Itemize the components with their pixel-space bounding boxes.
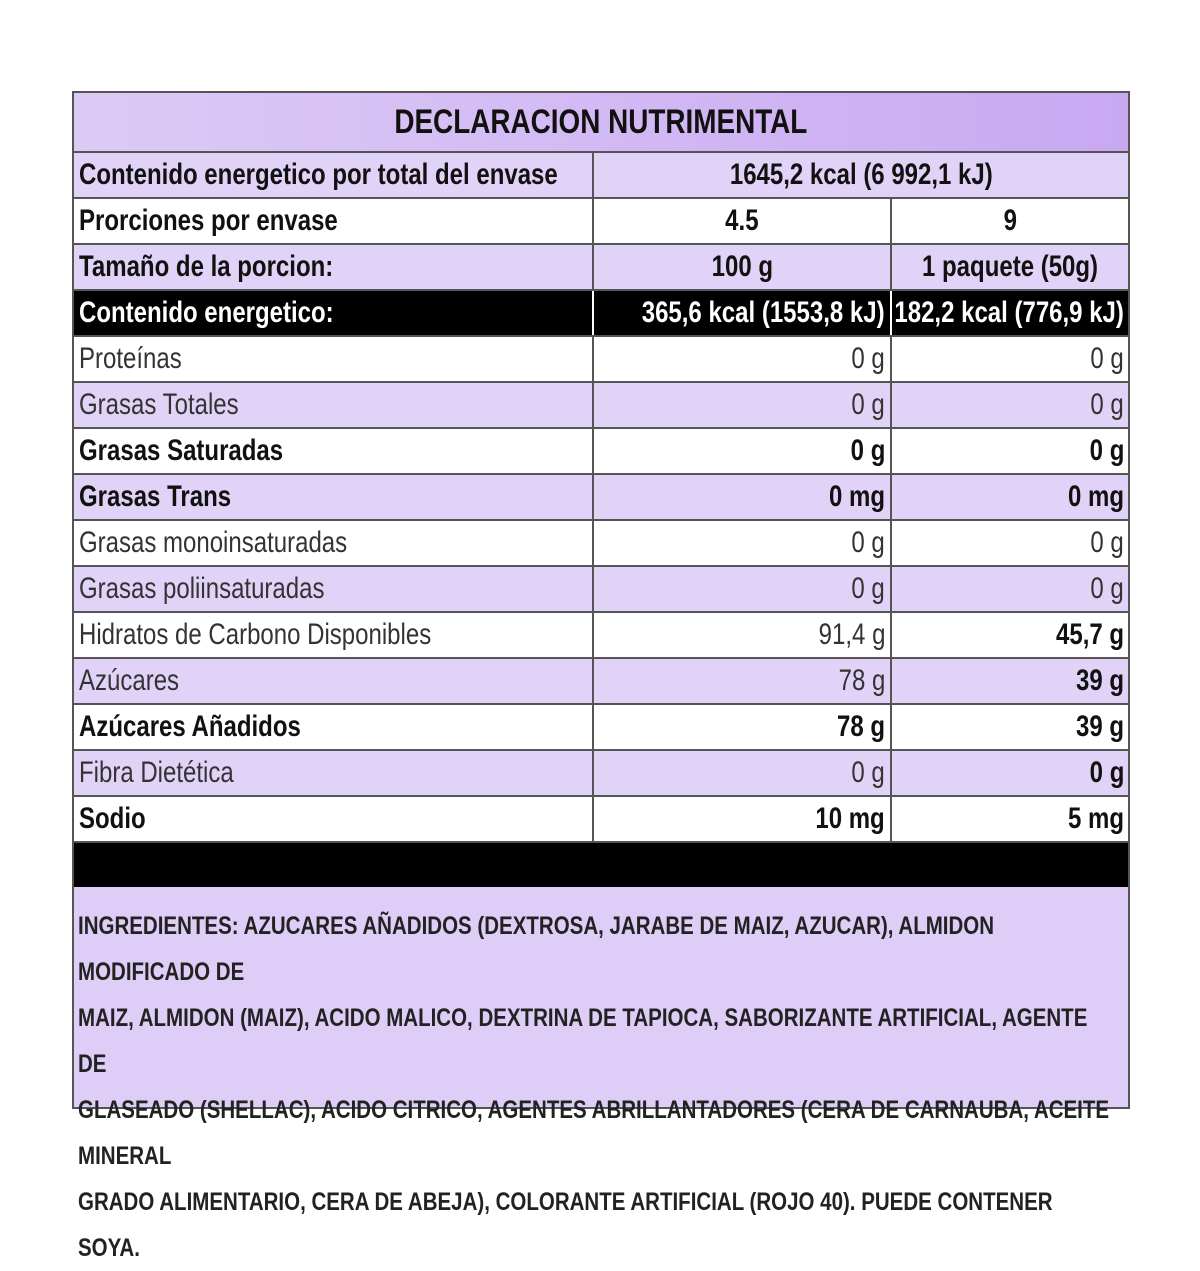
nutrient-row-sodio bbox=[74, 797, 1128, 843]
ingredients-line: MAIZ, ALMIDON (MAIZ), ACIDO MALICO, DEXTRINA DE TAPIOCA, SABORIZANTE ARTIFICIAL, AGENTE DE bbox=[78, 1004, 1088, 1078]
nutrient-row-grasas-trans bbox=[74, 475, 1128, 521]
energy-col1: 365,6 kcal (1553,8 kJ) bbox=[594, 291, 892, 335]
energy-total-value: 1645,2 kcal (6 992,1 kJ) bbox=[729, 158, 993, 191]
portions-col1: 4.5 bbox=[594, 199, 892, 243]
nutrient-row-proteinas bbox=[74, 337, 1128, 383]
nutrient-value-portion: 0 g bbox=[1090, 342, 1124, 375]
nutrient-row-fibra bbox=[74, 751, 1128, 797]
nutrient-label: Fibra Dietética bbox=[74, 751, 594, 795]
nutrient-row-azucares-anadidos bbox=[74, 705, 1128, 751]
nutrient-value-portion: 0 mg bbox=[1067, 480, 1124, 513]
nutrient-value-portion: 0 g bbox=[1090, 572, 1124, 605]
energy-row bbox=[74, 291, 1128, 337]
nutrient-value-portion: 0 g bbox=[1090, 388, 1124, 421]
nutrient-label: Grasas Saturadas bbox=[74, 429, 594, 473]
nutrient-value-portion: 0 g bbox=[1089, 756, 1124, 789]
nutrient-value-100g: 91,4 g bbox=[594, 613, 892, 657]
nutrient-value-100g: 10 mg bbox=[594, 797, 892, 841]
nutrient-value-100g: 0 g bbox=[594, 567, 892, 611]
nutrient-row-grasas-saturadas bbox=[74, 429, 1128, 475]
nutrient-row-grasas-poliinsaturadas bbox=[74, 567, 1128, 613]
nutrient-label: Azúcares bbox=[74, 659, 594, 703]
nutrient-value-100g: 0 g bbox=[594, 751, 892, 795]
energy-col2: 182,2 kcal (776,9 kJ) bbox=[894, 296, 1124, 329]
nutrient-value-portion: 0 g bbox=[1089, 434, 1124, 467]
serving-size-label: Tamaño de la porcion: bbox=[74, 245, 594, 289]
nutrient-value-portion: 5 mg bbox=[1067, 802, 1124, 835]
label-title: DECLARACION NUTRIMENTAL bbox=[394, 102, 808, 141]
serving-size-row bbox=[74, 245, 1128, 291]
nutrient-value-100g: 0 g bbox=[594, 429, 892, 473]
black-divider-bar bbox=[74, 843, 1128, 887]
ingredients-line: GLASEADO (SHELLAC), ACIDO CITRICO, AGENTES ABRILLANTADORES (CERA DE CARNAUBA, ACEITE MINERAL bbox=[78, 1096, 1110, 1170]
portions-label: Prorciones por envase bbox=[74, 199, 594, 243]
portions-col2: 9 bbox=[1003, 204, 1017, 237]
ingredients-block bbox=[74, 887, 1128, 1262]
nutrient-value-portion: 0 g bbox=[1090, 526, 1124, 559]
energy-total-row bbox=[74, 153, 1128, 199]
nutrient-label: Grasas poliinsaturadas bbox=[74, 567, 594, 611]
nutrient-label: Grasas Trans bbox=[74, 475, 594, 519]
nutrient-label: Hidratos de Carbono Disponibles bbox=[74, 613, 594, 657]
nutrient-row-grasas-monoinsaturadas bbox=[74, 521, 1128, 567]
nutrient-value-100g: 0 mg bbox=[594, 475, 892, 519]
serving-size-col1: 100 g bbox=[594, 245, 892, 289]
nutrition-label bbox=[72, 91, 1130, 1262]
nutrient-label: Grasas monoinsaturadas bbox=[74, 521, 594, 565]
nutrient-value-portion: 39 g bbox=[1075, 710, 1124, 743]
nutrient-label: Proteínas bbox=[74, 337, 594, 381]
nutrient-row-hidratos bbox=[74, 613, 1128, 659]
nutrient-row-azucares bbox=[74, 659, 1128, 705]
energy-total-label: Contenido energetico por total del envase bbox=[74, 153, 594, 197]
nutrient-value-100g: 0 g bbox=[594, 521, 892, 565]
ingredients-line: INGREDIENTES: AZUCARES AÑADIDOS (DEXTROSA, JARABE DE MAIZ, AZUCAR), ALMIDON MODIFICADO DE bbox=[78, 912, 995, 986]
ingredients-line: GRADO ALIMENTARIO, CERA DE ABEJA), COLORANTE ARTIFICIAL (ROJO 40). PUEDE CONTENER SOYA. bbox=[78, 1188, 1053, 1262]
nutrient-label: Grasas Totales bbox=[74, 383, 594, 427]
serving-size-col2: 1 paquete (50g) bbox=[921, 250, 1099, 283]
title-row bbox=[74, 93, 1128, 153]
nutrient-value-100g: 0 g bbox=[594, 337, 892, 381]
portions-row bbox=[74, 199, 1128, 245]
nutrient-value-100g: 0 g bbox=[594, 383, 892, 427]
nutrient-value-100g: 78 g bbox=[594, 705, 892, 749]
nutrient-label: Azúcares Añadidos bbox=[74, 705, 594, 749]
nutrient-label: Sodio bbox=[74, 797, 594, 841]
nutrient-value-portion: 45,7 g bbox=[1055, 618, 1124, 651]
nutrient-value-100g: 78 g bbox=[594, 659, 892, 703]
nutrient-row-grasas-totales bbox=[74, 383, 1128, 429]
energy-label: Contenido energetico: bbox=[74, 291, 594, 335]
nutrient-value-portion: 39 g bbox=[1075, 664, 1124, 697]
